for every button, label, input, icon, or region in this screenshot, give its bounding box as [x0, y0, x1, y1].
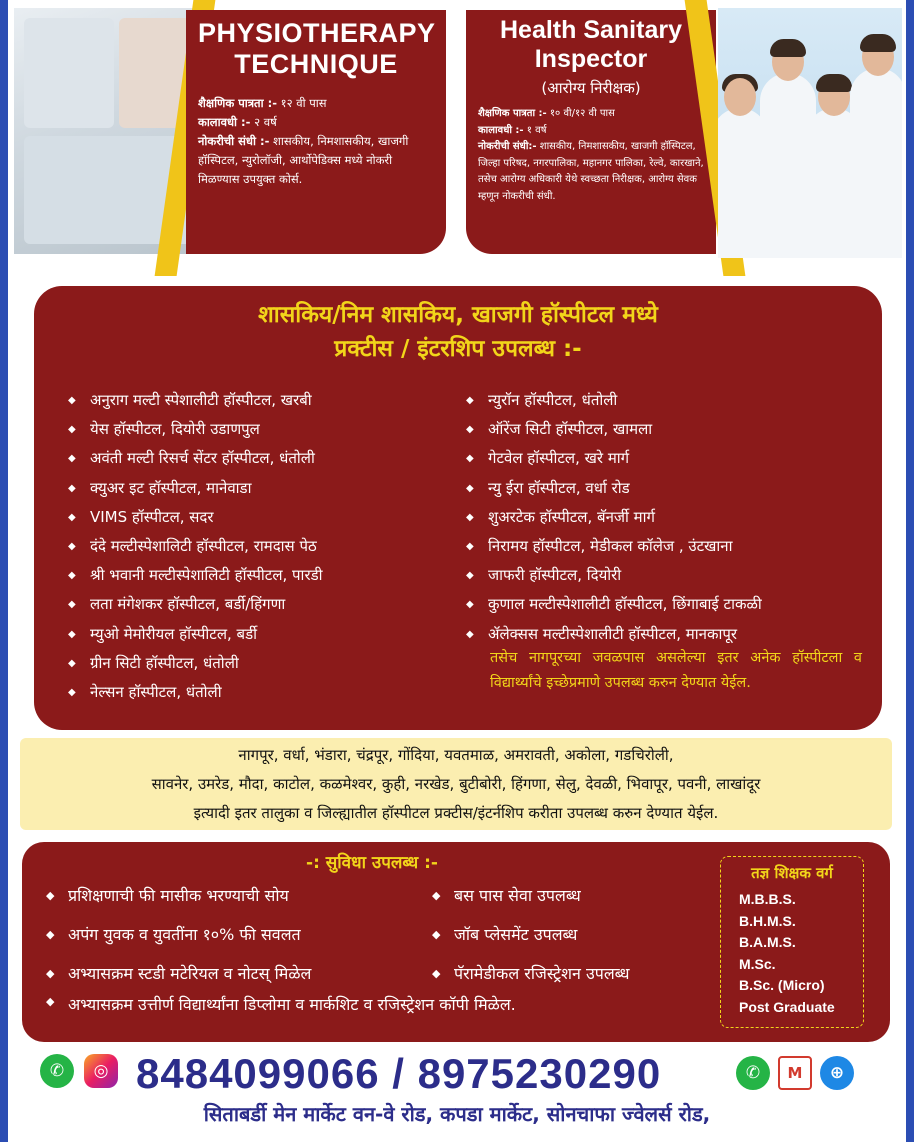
hospital-item: ◆ न्युरॉन हॉस्पीटल, धंतोली: [466, 386, 866, 415]
facility-item: ◆ प्रशिक्षणाची फी मासीक भरण्याची सोय: [46, 876, 311, 915]
hospital-item: ◆ क्युअर इट हॉस्पीटल, मानेवाडा: [68, 474, 468, 503]
hospital-item: ◆ अनुराग मल्टी स्पेशालीटी हॉस्पीटल, खरबी: [68, 386, 468, 415]
hospitals-section: [34, 286, 882, 730]
hospitals-note: तसेच नागपूरच्या जवळपास असलेल्या इतर अनेक हॉस्पीटला व विद्यार्थ्यांचे इच्छेप्रमाणे उपलब्ध करुन देण्यात येईल.: [490, 650, 862, 691]
phone-icon[interactable]: ✆: [736, 1056, 770, 1090]
hospital-item: ◆ जाफरी हॉस्पीटल, दियोरी: [466, 561, 866, 590]
hospital-list-left: [68, 386, 468, 707]
teachers-title: तज्ञ शिक्षक वर्ग: [751, 864, 833, 882]
hospital-item: ◆ VIMS हॉस्पीटल, सदर: [68, 503, 468, 532]
social-icons: [40, 1054, 118, 1088]
whatsapp-icon[interactable]: ✆: [40, 1054, 74, 1088]
health-inspector-details: शैक्षणिक पात्रता :- १० वी/१२ वी पास कालावधी :- १ वर्ष नोकरीची संधी:- शासकीय, निमशासकीय, खाजगी हॉस्पिटल, जिल्हा परिषद, नगरपालिका, महानगर पालिका, रेल्वे, कारखाने, तसेच आरोग्य अधिकारी येथे स्वच्छता निरीक्षक, आरोग्य सेवक म्हणून नोकरीची संधी.: [478, 108, 704, 202]
facility-item: ◆ बस पास सेवा उपलब्ध: [432, 876, 630, 915]
hospital-item: ◆ निरामय हॉस्पीटल, मेडीकल कॉलेज , उंटखाना: [466, 532, 866, 561]
teacher-qualification: M.Sc.: [739, 955, 776, 972]
hospital-item: ◆ श्री भवानी मल्टीस्पेशालिटी हॉस्पीटल, पारडी: [68, 561, 468, 590]
hospital-item: ◆ लता मंगेशकर हॉस्पीटल, बर्डी/हिंगणा: [68, 590, 468, 619]
address: सिताबर्डी मेन मार्केट वन-वे रोड, कपडा मार्केट, सोनचाफा ज्वेलर्स रोड,: [203, 1102, 711, 1126]
facility-certificate: ◆ अभ्यासक्रम उत्तीर्ण विद्यार्थ्यांना डिप्लोमा व मार्कशिट व रजिस्ट्रेशन कॉपी मिळेल.: [46, 993, 516, 1015]
facilities-list-1: [46, 876, 311, 993]
facilities-title: -: सुविधा उपलब्ध :-: [306, 853, 438, 873]
teacher-qualification: B.A.M.S.: [739, 934, 796, 950]
facilities-list-2: [432, 876, 630, 993]
expert-teachers-box: [720, 856, 864, 1028]
facility-item: ◆ जॉब प्लेसमेंट उपलब्ध: [432, 915, 630, 954]
district-band: नागपूर, वर्धा, भंडारा, चंद्रपूर, गोंदिया, यवतमाळ, अमरावती, अकोला, गडचिरोली, सावनेर, उमरेड, मौदा, काटोल, कळमेश्वर, कुही, नरखेड, बुटीबोरी, हिंगणा, सेलु, देवळी, भिवापूर, पवनी, लाखांदूर इत्यादी इतर तालुका व जिल्ह्यातील हॉस्पीटल प्रक्टीस/इंटर्नशिप करीता उपलब्ध करुन देण्यात येईल.: [20, 738, 892, 830]
hospitals-title: शासकिय/निम शासकिय, खाजगी हॉस्पीटल मध्ये प्रक्टीस / इंटरशिप उपलब्ध :-: [258, 302, 658, 362]
instagram-icon[interactable]: ◎: [84, 1054, 118, 1088]
physiotherapy-details: शैक्षणिक पात्रता :- १२ वी पास कालावधी :- २ वर्ष नोकरीची संधी :- शासकीय, निमशासकीय, खाजगी हॉस्पिटल, न्युरोलॉजी, आर्थोपेडिक्स मध्ये नोकरी मिळण्यास उपयुक्त कोर्स.: [198, 96, 409, 186]
hospital-item: ◆ ग्रीन सिटी हॉस्पीटल, धंतोली: [68, 649, 468, 678]
health-inspector-title: Health Sanitary Inspector: [499, 16, 682, 73]
phone-numbers[interactable]: 8484099066 / 8975230290: [136, 1050, 662, 1097]
facility-item: ◆ अभ्यासक्रम स्टडी मटेरियल व नोटस् मिळेल: [46, 954, 311, 993]
health-inspector-card: [466, 10, 716, 254]
hospital-item: ◆ ऑरेंज सिटी हॉस्पीटल, खामला: [466, 415, 866, 444]
hospital-item: ◆ येस हॉस्पीटल, दियोरी उडाणपुल: [68, 415, 468, 444]
hospital-item: ◆ ॲलेक्सस मल्टीस्पेशालीटी हॉस्पीटल, मानकापूर: [466, 620, 866, 649]
teacher-qualification: B.H.M.S.: [739, 912, 796, 929]
teachers-list: [731, 889, 853, 1018]
facility-item: ◆ पॅरामेडीकल रजिस्ट्रेशन उपलब्ध: [432, 954, 630, 993]
teacher-qualification: M.B.B.S.: [739, 891, 796, 907]
hospital-item: ◆ शुअरटेक हॉस्पीटल, बॅनर्जी मार्ग: [466, 503, 866, 532]
contact-icons: [736, 1056, 854, 1090]
physiotherapy-title: PHYSIOTHERAPY TECHNIQUE: [198, 18, 436, 79]
teacher-qualification: B.Sc. (Micro): [739, 977, 825, 993]
hospital-item: ◆ अवंती मल्टी रिसर्च सेंटर हॉस्पीटल, धंतोली: [68, 444, 468, 473]
facility-item: ◆ अपंग युवक व युवतींना १०% फी सवलत: [46, 915, 311, 954]
hospital-item: ◆ नेल्सन हॉस्पीटल, धंतोली: [68, 678, 468, 707]
hospital-item: ◆ गेटवेल हॉस्पीटल, खरे मार्ग: [466, 444, 866, 473]
hospital-item: ◆ कुणाल मल्टीस्पेशालीटी हॉस्पीटल, छिंगाबाई टाकळी: [466, 590, 866, 619]
physiotherapy-card: [186, 10, 446, 254]
gmail-icon[interactable]: M: [778, 1056, 812, 1090]
teacher-qualification: Post Graduate: [739, 998, 835, 1015]
globe-icon[interactable]: ⊕: [820, 1056, 854, 1090]
facilities-section: [22, 842, 890, 1042]
hospital-item: ◆ दंदे मल्टीस्पेशालिटी हॉस्पीटल, रामदास पेठ: [68, 532, 468, 561]
doctors-photo: [718, 8, 902, 258]
health-inspector-subtitle: (आरोग्य निरीक्षक): [541, 79, 641, 97]
hospital-list-right: [466, 386, 866, 649]
hospital-item: ◆ म्युओ मेमोरीयल हॉस्पीटल, बर्डी: [68, 620, 468, 649]
hospital-item: ◆ न्यु ईरा हॉस्पीटल, वर्धा रोड: [466, 474, 866, 503]
